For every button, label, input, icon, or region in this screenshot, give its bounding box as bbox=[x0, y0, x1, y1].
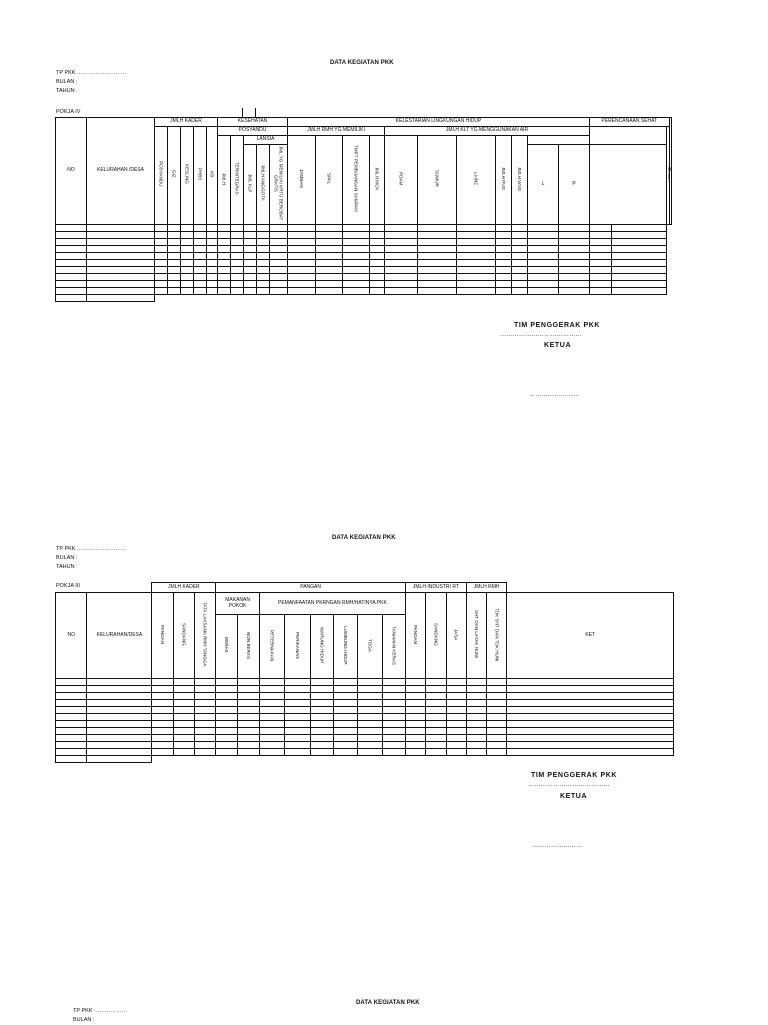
col-warung-hidup: WARUNG HIDUP bbox=[310, 615, 333, 679]
col-akseptor-p: P bbox=[559, 145, 590, 225]
sheet1-table bbox=[55, 117, 672, 302]
tim-penggerak-label: TIM PENGGERAK PKK bbox=[531, 772, 618, 779]
col-ket bbox=[669, 118, 671, 225]
signature-line: …………………… bbox=[532, 843, 583, 849]
col-jamban: JAMBAN bbox=[288, 136, 316, 225]
table-row bbox=[56, 735, 674, 742]
col-kader-posyandu: POSYANDU bbox=[155, 127, 168, 225]
col-kelurahan: KELURAHAN /DESA bbox=[87, 118, 155, 225]
col-kelurahan: KELURAHAN/DESA bbox=[87, 593, 152, 679]
group-lansia: LANSIA bbox=[244, 136, 288, 145]
col-jmlh-anggota: JMLH ANGGOTA bbox=[257, 145, 270, 225]
tahun-label: TAHUN : bbox=[56, 88, 78, 94]
table-row bbox=[56, 259, 672, 266]
col-kader-kb: KB bbox=[207, 127, 218, 225]
group-posyandu: POSYANDU bbox=[218, 127, 288, 136]
col-kader-tata-laksana: TATA LAKSANA RMH TANGGA bbox=[194, 593, 215, 679]
col-perikanan: PERIKANAN bbox=[285, 615, 310, 679]
group-jmlh-rmh: JMLH RMH bbox=[466, 583, 507, 593]
col-toga: TOGA bbox=[358, 615, 382, 679]
bulan-label: BULAN : bbox=[56, 79, 78, 85]
tp-pkk-label: TP PKK ……………… bbox=[73, 1008, 127, 1014]
col-posyandu-jmlh: JMLH bbox=[218, 136, 231, 225]
table-row bbox=[56, 728, 674, 735]
col-akseptor-l: L bbox=[528, 145, 559, 225]
group-jmlh-kader: JMLH KADER bbox=[155, 118, 218, 127]
col-beras: BERAS bbox=[216, 615, 237, 679]
ketua-label: KETUA bbox=[544, 342, 572, 349]
group-makanan-pokok: MAKANAN POKOK bbox=[216, 593, 260, 615]
table-row bbox=[56, 238, 672, 245]
table-row bbox=[56, 749, 674, 756]
col-jmlh-pus: JMLH PUS bbox=[496, 136, 512, 225]
dots-line: ………………………………… bbox=[528, 782, 610, 788]
table-row bbox=[56, 231, 672, 238]
col-pdam: PDAM bbox=[385, 136, 418, 225]
sheet3-meta bbox=[73, 1007, 127, 1025]
table-row bbox=[56, 294, 672, 301]
col-tanaman-keras: TANAMAN KERAS bbox=[382, 615, 405, 679]
tick-mark bbox=[242, 108, 243, 117]
col-non-beras: NON BERAS bbox=[237, 615, 259, 679]
group-perencanaan: PERENCANAAN SEHAT bbox=[590, 118, 669, 127]
col-rmh-sht: SHT DAN LAYAK HUNI bbox=[466, 593, 486, 679]
table-row bbox=[56, 224, 672, 231]
table-row bbox=[56, 287, 672, 294]
col-kader-kesling: KESLING bbox=[181, 127, 194, 225]
col-industri-jasa: JASA bbox=[446, 593, 466, 679]
col-sumur: SUMUR bbox=[418, 136, 457, 225]
col-rmh-tdk-sht: TDK SHT DAN TDK HUNI bbox=[487, 593, 507, 679]
col-industri-sandang: SANDANG bbox=[426, 593, 446, 679]
col-kader-pangan: PANGAN bbox=[152, 593, 173, 679]
table-row bbox=[56, 686, 674, 693]
col-no: NO bbox=[56, 593, 87, 679]
group-pemanfaatan: PEMANFAATAN PKRNGAN RMH/HATINYA PKK bbox=[259, 593, 405, 615]
group-jmlh-klt: JMLH KLT YG MENGGUNAKAN AIR bbox=[385, 127, 590, 136]
col-lumbung-hidup: LUMBUNG HIDUP bbox=[333, 615, 357, 679]
signature-line: …………………… bbox=[529, 392, 580, 398]
col-terintegrasi: TERINTEGRASI bbox=[231, 136, 244, 225]
table-row bbox=[56, 721, 674, 728]
pokja-label: POKJA III bbox=[56, 583, 80, 589]
ketua-label: KETUA bbox=[560, 793, 588, 800]
group-kesehatan: KESEHATAN bbox=[218, 118, 288, 127]
table-row bbox=[56, 756, 674, 763]
table-row bbox=[56, 266, 672, 273]
sheet3-title: DATA KEGIATAN PKK bbox=[356, 1000, 420, 1006]
col-jmlh-mck: JMLH MCK bbox=[370, 136, 385, 225]
col-kader-gizi: GIZI bbox=[168, 127, 181, 225]
group-jmlh-industri: JMLH INDUSTRI RT bbox=[405, 583, 466, 593]
col-lainz: LAINZ bbox=[457, 136, 496, 225]
col-peternakan: PETERNAKAN bbox=[259, 615, 284, 679]
table-row bbox=[56, 280, 672, 287]
col-jmlh-wus: JMLH WUS bbox=[512, 136, 528, 225]
group-jmlh-kader: JMLH KADER bbox=[152, 583, 216, 593]
tp-pkk-label: TP PKK ……………………… bbox=[56, 546, 127, 552]
bulan-label: BULAN : bbox=[56, 555, 78, 561]
bulan-label: BULAN : bbox=[73, 1017, 95, 1023]
table-row bbox=[56, 679, 674, 686]
table-row bbox=[56, 700, 674, 707]
col-jml-klp: JML KLP bbox=[244, 145, 257, 225]
col-spal: SPAL bbox=[316, 136, 343, 225]
table-row bbox=[56, 245, 672, 252]
col-kader-phbs: PHBS bbox=[194, 127, 207, 225]
sheet2-title: DATA KEGIATAN PKK bbox=[332, 535, 396, 541]
tahun-label: TAHUN : bbox=[56, 564, 78, 570]
table-row bbox=[56, 273, 672, 280]
col-kader-sandang: SANDANG bbox=[173, 593, 194, 679]
sheet1-title: DATA KEGIATAN PKK bbox=[330, 60, 394, 66]
pokja-label: POKJA IV bbox=[56, 109, 81, 115]
table-row bbox=[56, 252, 672, 259]
tick-mark bbox=[255, 108, 256, 117]
table-row bbox=[56, 693, 674, 700]
col-tmpt-sampah: TMPT PEMBUANGAN SAMPAH bbox=[343, 136, 370, 225]
col-ket: KET bbox=[507, 593, 674, 679]
cell-blank bbox=[590, 127, 667, 145]
col-kartu-berobat: JML YG MEMILIKI KRTU BEROBAT GRATIS bbox=[270, 145, 288, 225]
group-kelestarian: KELESTARIAN LINGKUNGAN HIDUP bbox=[288, 118, 590, 127]
sheet1-meta bbox=[56, 69, 127, 96]
table-row bbox=[56, 707, 674, 714]
tp-pkk-label: TP PKK ……………………… bbox=[56, 70, 127, 76]
col-no: NO bbox=[56, 118, 87, 225]
table-row bbox=[56, 742, 674, 749]
col-industri-pangan: PANGAN bbox=[405, 593, 425, 679]
col-jmlh-kk bbox=[667, 127, 669, 225]
dots-line: ………………………………… bbox=[500, 332, 582, 338]
group-jmlh-rmh: JMLH RMH YG MEMILIKI bbox=[288, 127, 385, 136]
group-pangan: PANGAN bbox=[216, 583, 406, 593]
sheet2-table bbox=[55, 582, 674, 763]
sheet2-meta bbox=[56, 545, 127, 572]
tim-penggerak-label: TIM PENGGERAK PKK bbox=[514, 322, 601, 329]
table-row bbox=[56, 714, 674, 721]
